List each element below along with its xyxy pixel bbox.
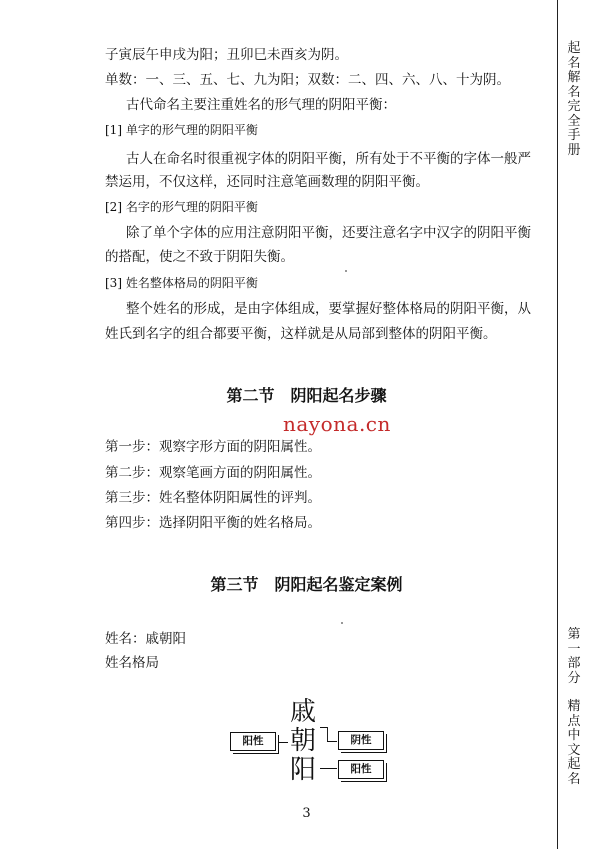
subsection-title-3: [3] 姓名整体格局的阴阳平衡 [105, 276, 258, 290]
connector-right-upper [320, 727, 327, 728]
connector-left [278, 742, 288, 743]
subsection-title-2: [2] 名字的形气理的阴阳平衡 [105, 200, 258, 214]
section-heading-case: 第三节 阴阳起名鉴定案例 [210, 575, 403, 594]
body-line-s2-2: 的搭配，使之不致于阴阳失衡。 [105, 249, 294, 265]
scan-speck [341, 622, 343, 624]
step-item-1: 第一步：观察字形方面的阴阳属性。 [105, 439, 321, 455]
sidebar-book-title: 起名解名完全手册 [567, 41, 581, 158]
sidebar-part-title: 精点中文起名 [567, 699, 581, 787]
body-line-numbers: 单数：一、三、五、七、九为阳；双数：二、四、六、八、十为阴。 [105, 72, 510, 88]
page-number: 3 [302, 806, 311, 821]
scan-speck [345, 270, 347, 272]
connector-right-upper-end [327, 741, 337, 742]
body-line-branches: 子寅辰午申戌为阳；丑卯巳未酉亥为阴。 [105, 47, 348, 63]
step-item-3: 第三步：姓名整体阴阳属性的评判。 [105, 490, 321, 506]
case-layout-label: 姓名格局 [105, 655, 159, 671]
body-line-s1-2: 禁运用，不仅这样，还同时注意笔画数理的阴阳平衡。 [105, 174, 429, 190]
sidebar-divider [557, 0, 558, 849]
section-heading-steps: 第二节 阴阳起名步骤 [226, 386, 387, 405]
body-line-s2-1: 除了单个字体的应用注意阴阳平衡，还要注意名字中汉字的阴阳平衡 [126, 225, 531, 241]
connector-right-upper-drop [327, 727, 328, 741]
case-name-line: 姓名：戚朝阳 [105, 631, 186, 647]
body-line-s3-1: 整个姓名的形成，是由字体组成，要掌握好整体格局的阴阳平衡，从 [126, 301, 531, 317]
connector-right-lower [320, 768, 337, 769]
attribute-box-given-2: 阳性 [338, 760, 384, 779]
step-item-2: 第二步：观察笔画方面的阴阳属性。 [105, 465, 321, 481]
body-line-s3-2: 姓氏到名字的组合都要平衡，这样就是从局部到整体的阴阳平衡。 [105, 326, 497, 342]
step-item-4: 第四步：选择阴阳平衡的姓名格局。 [105, 515, 321, 531]
name-char-given-1: 朝 [290, 726, 317, 756]
attribute-box-surname: 阳性 [230, 732, 276, 751]
body-line-intro: 古代命名主要注重姓名的形气理的阴阳平衡： [126, 97, 396, 113]
name-char-surname: 戚 [290, 697, 317, 727]
attribute-box-given-1: 阴性 [338, 731, 384, 750]
body-line-s1-1: 古人在命名时很重视字体的阴阳平衡，所有处于不平衡的字体一般严 [126, 151, 531, 167]
subsection-title-1: [1] 单字的形气理的阴阳平衡 [105, 123, 258, 137]
name-char-given-2: 阳 [290, 755, 317, 785]
watermark-text: nayona.cn [283, 412, 391, 436]
sidebar-part: 第一部分 [567, 627, 581, 686]
